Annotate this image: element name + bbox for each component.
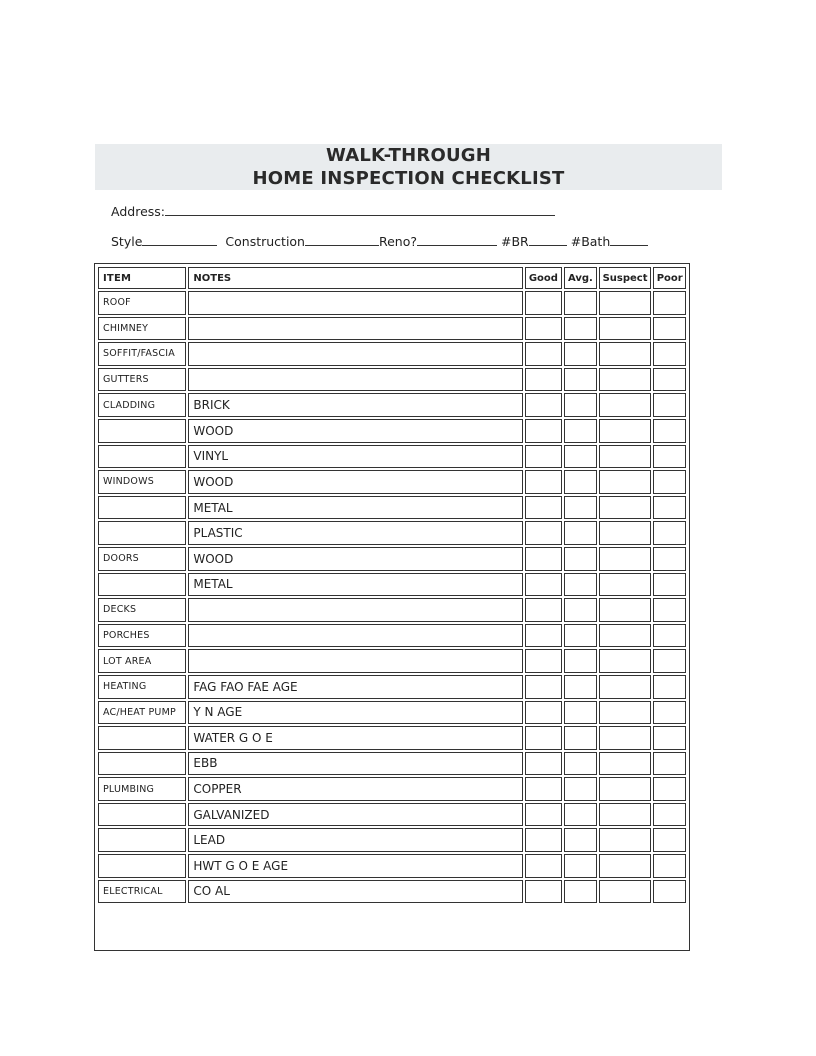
- avg-checkbox-cell[interactable]: [564, 854, 597, 878]
- item-cell: DECKS: [98, 598, 186, 622]
- good-checkbox-cell[interactable]: [525, 470, 563, 494]
- good-checkbox-cell[interactable]: [525, 624, 563, 648]
- avg-checkbox-cell[interactable]: [564, 521, 597, 545]
- avg-checkbox-cell[interactable]: [564, 624, 597, 648]
- header-good: Good: [525, 267, 563, 289]
- good-checkbox-cell[interactable]: [525, 291, 563, 315]
- good-checkbox-cell[interactable]: [525, 701, 563, 725]
- notes-cell[interactable]: METAL: [188, 496, 522, 520]
- table-row: [98, 828, 686, 852]
- poor-checkbox-cell[interactable]: [653, 828, 686, 852]
- avg-checkbox-cell[interactable]: [564, 777, 597, 801]
- notes-cell[interactable]: FAG FAO FAE AGE: [188, 675, 522, 699]
- suspect-checkbox-cell[interactable]: [599, 342, 652, 366]
- item-cell: ROOF: [98, 291, 186, 315]
- item-cell: HEATING: [98, 675, 186, 699]
- poor-checkbox-cell[interactable]: [653, 624, 686, 648]
- table-row: [98, 470, 686, 494]
- notes-cell[interactable]: BRICK: [188, 393, 522, 417]
- table-row: [98, 573, 686, 597]
- item-cell: [98, 854, 186, 878]
- notes-cell[interactable]: PLASTIC: [188, 521, 522, 545]
- avg-checkbox-cell[interactable]: [564, 368, 597, 392]
- good-checkbox-cell[interactable]: [525, 573, 563, 597]
- title-line-2: HOME INSPECTION CHECKLIST: [252, 168, 565, 189]
- poor-checkbox-cell[interactable]: [653, 598, 686, 622]
- suspect-checkbox-cell[interactable]: [599, 393, 652, 417]
- table-row: [98, 496, 686, 520]
- suspect-checkbox-cell[interactable]: [599, 496, 652, 520]
- table-row: [98, 880, 686, 904]
- poor-checkbox-cell[interactable]: [653, 803, 686, 827]
- avg-checkbox-cell[interactable]: [564, 342, 597, 366]
- bath-field[interactable]: [610, 233, 648, 246]
- avg-checkbox-cell[interactable]: [564, 598, 597, 622]
- poor-checkbox-cell[interactable]: [653, 496, 686, 520]
- table-row: [98, 393, 686, 417]
- suspect-checkbox-cell[interactable]: [599, 470, 652, 494]
- poor-checkbox-cell[interactable]: [653, 573, 686, 597]
- avg-checkbox-cell[interactable]: [564, 547, 597, 571]
- table-row: [98, 726, 686, 750]
- notes-cell[interactable]: HWT G O E AGE: [188, 854, 522, 878]
- item-cell: [98, 828, 186, 852]
- good-checkbox-cell[interactable]: [525, 777, 563, 801]
- good-checkbox-cell[interactable]: [525, 317, 563, 341]
- suspect-checkbox-cell[interactable]: [599, 368, 652, 392]
- good-checkbox-cell[interactable]: [525, 752, 563, 776]
- item-cell: WINDOWS: [98, 470, 186, 494]
- table-row: [98, 649, 686, 673]
- good-checkbox-cell[interactable]: [525, 496, 563, 520]
- construction-field[interactable]: [305, 233, 379, 246]
- notes-cell[interactable]: EBB: [188, 752, 522, 776]
- table-row: [98, 701, 686, 725]
- table-row: [98, 521, 686, 545]
- suspect-checkbox-cell[interactable]: [599, 291, 652, 315]
- good-checkbox-cell[interactable]: [525, 445, 563, 469]
- avg-checkbox-cell[interactable]: [564, 470, 597, 494]
- notes-cell[interactable]: WATER G O E: [188, 726, 522, 750]
- avg-checkbox-cell[interactable]: [564, 828, 597, 852]
- item-cell: [98, 521, 186, 545]
- table-row: [98, 547, 686, 571]
- avg-checkbox-cell[interactable]: [564, 573, 597, 597]
- item-cell: [98, 573, 186, 597]
- avg-checkbox-cell[interactable]: [564, 880, 597, 904]
- notes-cell[interactable]: [188, 291, 522, 315]
- item-cell: ELECTRICAL: [98, 880, 186, 904]
- notes-cell[interactable]: VINYL: [188, 445, 522, 469]
- suspect-checkbox-cell[interactable]: [599, 624, 652, 648]
- suspect-checkbox-cell[interactable]: [599, 521, 652, 545]
- poor-checkbox-cell[interactable]: [653, 368, 686, 392]
- item-cell: GUTTERS: [98, 368, 186, 392]
- good-checkbox-cell[interactable]: [525, 419, 563, 443]
- poor-checkbox-cell[interactable]: [653, 419, 686, 443]
- table-row: [98, 368, 686, 392]
- suspect-checkbox-cell[interactable]: [599, 880, 652, 904]
- style-label: Style: [111, 234, 143, 249]
- poor-checkbox-cell[interactable]: [653, 777, 686, 801]
- table-row: [98, 752, 686, 776]
- avg-checkbox-cell[interactable]: [564, 496, 597, 520]
- poor-checkbox-cell[interactable]: [653, 880, 686, 904]
- construction-label: Construction: [225, 234, 305, 249]
- item-cell: PORCHES: [98, 624, 186, 648]
- notes-cell[interactable]: [188, 598, 522, 622]
- suspect-checkbox-cell[interactable]: [599, 777, 652, 801]
- address-label: Address:: [111, 204, 165, 219]
- suspect-checkbox-cell[interactable]: [599, 445, 652, 469]
- item-cell: PLUMBING: [98, 777, 186, 801]
- table-row: [98, 624, 686, 648]
- address-field[interactable]: [165, 203, 555, 216]
- notes-cell[interactable]: WOOD: [188, 470, 522, 494]
- suspect-checkbox-cell[interactable]: [599, 547, 652, 571]
- good-checkbox-cell[interactable]: [525, 547, 563, 571]
- notes-cell[interactable]: [188, 342, 522, 366]
- suspect-checkbox-cell[interactable]: [599, 675, 652, 699]
- item-cell: CLADDING: [98, 393, 186, 417]
- suspect-checkbox-cell[interactable]: [599, 854, 652, 878]
- poor-checkbox-cell[interactable]: [653, 342, 686, 366]
- good-checkbox-cell[interactable]: [525, 649, 563, 673]
- table-header-row: [98, 267, 686, 289]
- avg-checkbox-cell[interactable]: [564, 675, 597, 699]
- item-cell: DOORS: [98, 547, 186, 571]
- item-cell: [98, 419, 186, 443]
- good-checkbox-cell[interactable]: [525, 598, 563, 622]
- title-band: [95, 144, 722, 190]
- suspect-checkbox-cell[interactable]: [599, 752, 652, 776]
- avg-checkbox-cell[interactable]: [564, 752, 597, 776]
- table-row: [98, 854, 686, 878]
- suspect-checkbox-cell[interactable]: [599, 598, 652, 622]
- notes-cell[interactable]: [188, 649, 522, 673]
- avg-checkbox-cell[interactable]: [564, 445, 597, 469]
- suspect-checkbox-cell[interactable]: [599, 828, 652, 852]
- table-row: [98, 291, 686, 315]
- item-cell: AC/HEAT PUMP: [98, 701, 186, 725]
- avg-checkbox-cell[interactable]: [564, 393, 597, 417]
- reno-field[interactable]: [417, 233, 497, 246]
- header-suspect: Suspect: [599, 267, 652, 289]
- table-row: [98, 317, 686, 341]
- avg-checkbox-cell[interactable]: [564, 649, 597, 673]
- item-cell: [98, 445, 186, 469]
- good-checkbox-cell[interactable]: [525, 393, 563, 417]
- notes-cell[interactable]: WOOD: [188, 547, 522, 571]
- good-checkbox-cell[interactable]: [525, 726, 563, 750]
- header-poor: Poor: [653, 267, 686, 289]
- notes-cell[interactable]: COPPER: [188, 777, 522, 801]
- style-field[interactable]: [142, 233, 217, 246]
- checklist-table: [94, 263, 690, 951]
- item-cell: CHIMNEY: [98, 317, 186, 341]
- suspect-checkbox-cell[interactable]: [599, 701, 652, 725]
- avg-checkbox-cell[interactable]: [564, 317, 597, 341]
- poor-checkbox-cell[interactable]: [653, 726, 686, 750]
- poor-checkbox-cell[interactable]: [653, 752, 686, 776]
- notes-cell[interactable]: METAL: [188, 573, 522, 597]
- good-checkbox-cell[interactable]: [525, 521, 563, 545]
- notes-cell[interactable]: WOOD: [188, 419, 522, 443]
- good-checkbox-cell[interactable]: [525, 342, 563, 366]
- item-cell: [98, 752, 186, 776]
- poor-checkbox-cell[interactable]: [653, 470, 686, 494]
- poor-checkbox-cell[interactable]: [653, 701, 686, 725]
- poor-checkbox-cell[interactable]: [653, 547, 686, 571]
- good-checkbox-cell[interactable]: [525, 675, 563, 699]
- avg-checkbox-cell[interactable]: [564, 419, 597, 443]
- header-avg: Avg.: [564, 267, 597, 289]
- poor-checkbox-cell[interactable]: [653, 445, 686, 469]
- item-cell: LOT AREA: [98, 649, 186, 673]
- header-notes: NOTES: [188, 267, 522, 289]
- poor-checkbox-cell[interactable]: [653, 291, 686, 315]
- notes-cell[interactable]: CO AL: [188, 880, 522, 904]
- reno-label: Reno?: [378, 234, 418, 249]
- table-row: [98, 803, 686, 827]
- suspect-checkbox-cell[interactable]: [599, 573, 652, 597]
- property-details-row: [111, 233, 648, 249]
- suspect-checkbox-cell[interactable]: [599, 419, 652, 443]
- suspect-checkbox-cell[interactable]: [599, 649, 652, 673]
- avg-checkbox-cell[interactable]: [564, 803, 597, 827]
- item-cell: SOFFIT/FASCIA: [98, 342, 186, 366]
- notes-cell[interactable]: LEAD: [188, 828, 522, 852]
- table-row: [98, 445, 686, 469]
- bath-label: #Bath: [570, 234, 611, 249]
- poor-checkbox-cell[interactable]: [653, 521, 686, 545]
- address-row: [111, 203, 555, 219]
- notes-cell[interactable]: Y N AGE: [188, 701, 522, 725]
- poor-checkbox-cell[interactable]: [653, 675, 686, 699]
- poor-checkbox-cell[interactable]: [653, 649, 686, 673]
- table-row: [98, 419, 686, 443]
- header-item: ITEM: [98, 267, 186, 289]
- table-row: [98, 342, 686, 366]
- item-cell: [98, 726, 186, 750]
- avg-checkbox-cell[interactable]: [564, 726, 597, 750]
- notes-cell[interactable]: [188, 368, 522, 392]
- notes-cell[interactable]: GALVANIZED: [188, 803, 522, 827]
- br-label: #BR: [501, 234, 529, 249]
- good-checkbox-cell[interactable]: [525, 828, 563, 852]
- suspect-checkbox-cell[interactable]: [599, 726, 652, 750]
- suspect-checkbox-cell[interactable]: [599, 803, 652, 827]
- item-cell: [98, 803, 186, 827]
- table-row: [98, 598, 686, 622]
- good-checkbox-cell[interactable]: [525, 880, 563, 904]
- notes-cell[interactable]: [188, 624, 522, 648]
- table-row: [98, 777, 686, 801]
- poor-checkbox-cell[interactable]: [653, 854, 686, 878]
- title-line-1: WALK-THROUGH: [325, 145, 491, 166]
- good-checkbox-cell[interactable]: [525, 854, 563, 878]
- item-cell: [98, 496, 186, 520]
- good-checkbox-cell[interactable]: [525, 803, 563, 827]
- poor-checkbox-cell[interactable]: [653, 317, 686, 341]
- avg-checkbox-cell[interactable]: [564, 701, 597, 725]
- poor-checkbox-cell[interactable]: [653, 393, 686, 417]
- good-checkbox-cell[interactable]: [525, 368, 563, 392]
- br-field[interactable]: [529, 233, 567, 246]
- table-row: [98, 675, 686, 699]
- notes-cell[interactable]: [188, 317, 522, 341]
- avg-checkbox-cell[interactable]: [564, 291, 597, 315]
- suspect-checkbox-cell[interactable]: [599, 317, 652, 341]
